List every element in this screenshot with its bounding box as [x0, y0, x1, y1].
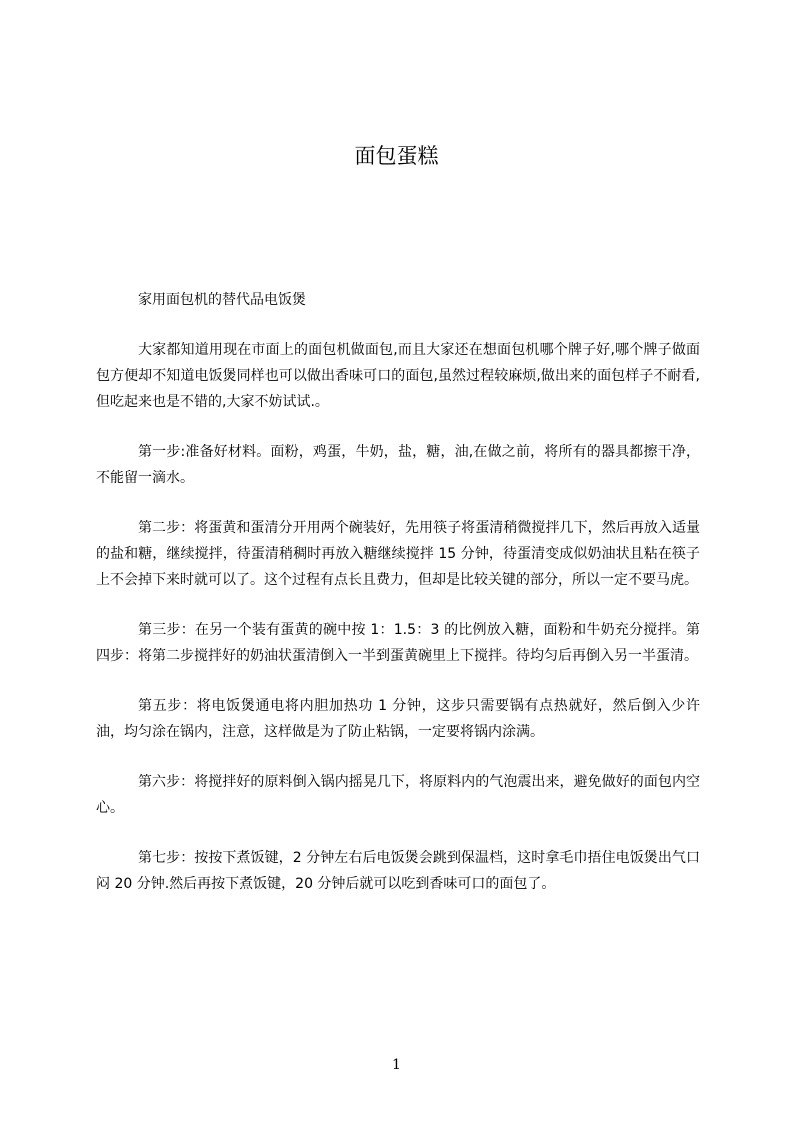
paragraph-step-5: 第五步：将电饭煲通电将内胆加热功 1 分钟，这步只需要锅有点热就好，然后倒入少许油，均匀涂在锅内，注意，这样做是为了防止粘锅，一定要将锅内涂满。	[96, 698, 700, 740]
paragraph-step-2: 第二步：将蛋黄和蛋清分开用两个碗装好，先用筷子将蛋清稍微搅拌几下，然后再放入适量的盐和糖，继续搅拌，待蛋清稍稠时再放入糖继续搅拌 15 分钟，待蛋清变成似奶油状且粘在筷子上不会掉下来时就可以了。这个过程有点长且费力，但却是比较关键的部分，所以一定不要马虎。	[96, 520, 700, 588]
paragraph-step-1: 第一步:准备好材料。面粉，鸡蛋，牛奶，盐，糖，油,在做之前，将所有的器具都擦干净，不能留一滴水。	[96, 444, 700, 486]
paragraph-intro: 大家都知道用现在市面上的面包机做面包,而且大家还在想面包机哪个牌子好,哪个牌子做面包方便却不知道电饭煲同样也可以做出香味可口的面包,虽然过程较麻烦,做出来的面包样子不耐看,但吃起来也是不错的,大家不妨试试.。	[96, 342, 700, 410]
document-title: 面包蛋糕	[354, 144, 439, 168]
paragraph-step-6: 第六步：将搅拌好的原料倒入锅内摇晃几下，将原料内的气泡震出来，避免做好的面包内空心。	[96, 774, 700, 816]
paragraph-step-7: 第七步：按按下煮饭键，2 分钟左右后电饭煲会跳到保温档，这时拿毛巾捂住电饭煲出气口闷 20 分钟.然后再按下煮饭键，20 分钟后就可以吃到香味可口的面包了。	[96, 850, 700, 892]
page-number: 1	[392, 1057, 401, 1073]
document-subtitle: 家用面包机的替代品电饭煲	[138, 292, 306, 308]
paragraph-step-3-4: 第三步：在另一个装有蛋黄的碗中按 1：1.5：3 的比例放入糖，面粉和牛奶充分搅拌。第四步：将第二步搅拌好的奶油状蛋清倒入一半到蛋黄碗里上下搅拌。待均匀后再倒入另一半蛋清。	[96, 622, 700, 664]
document-body	[96, 287, 700, 921]
